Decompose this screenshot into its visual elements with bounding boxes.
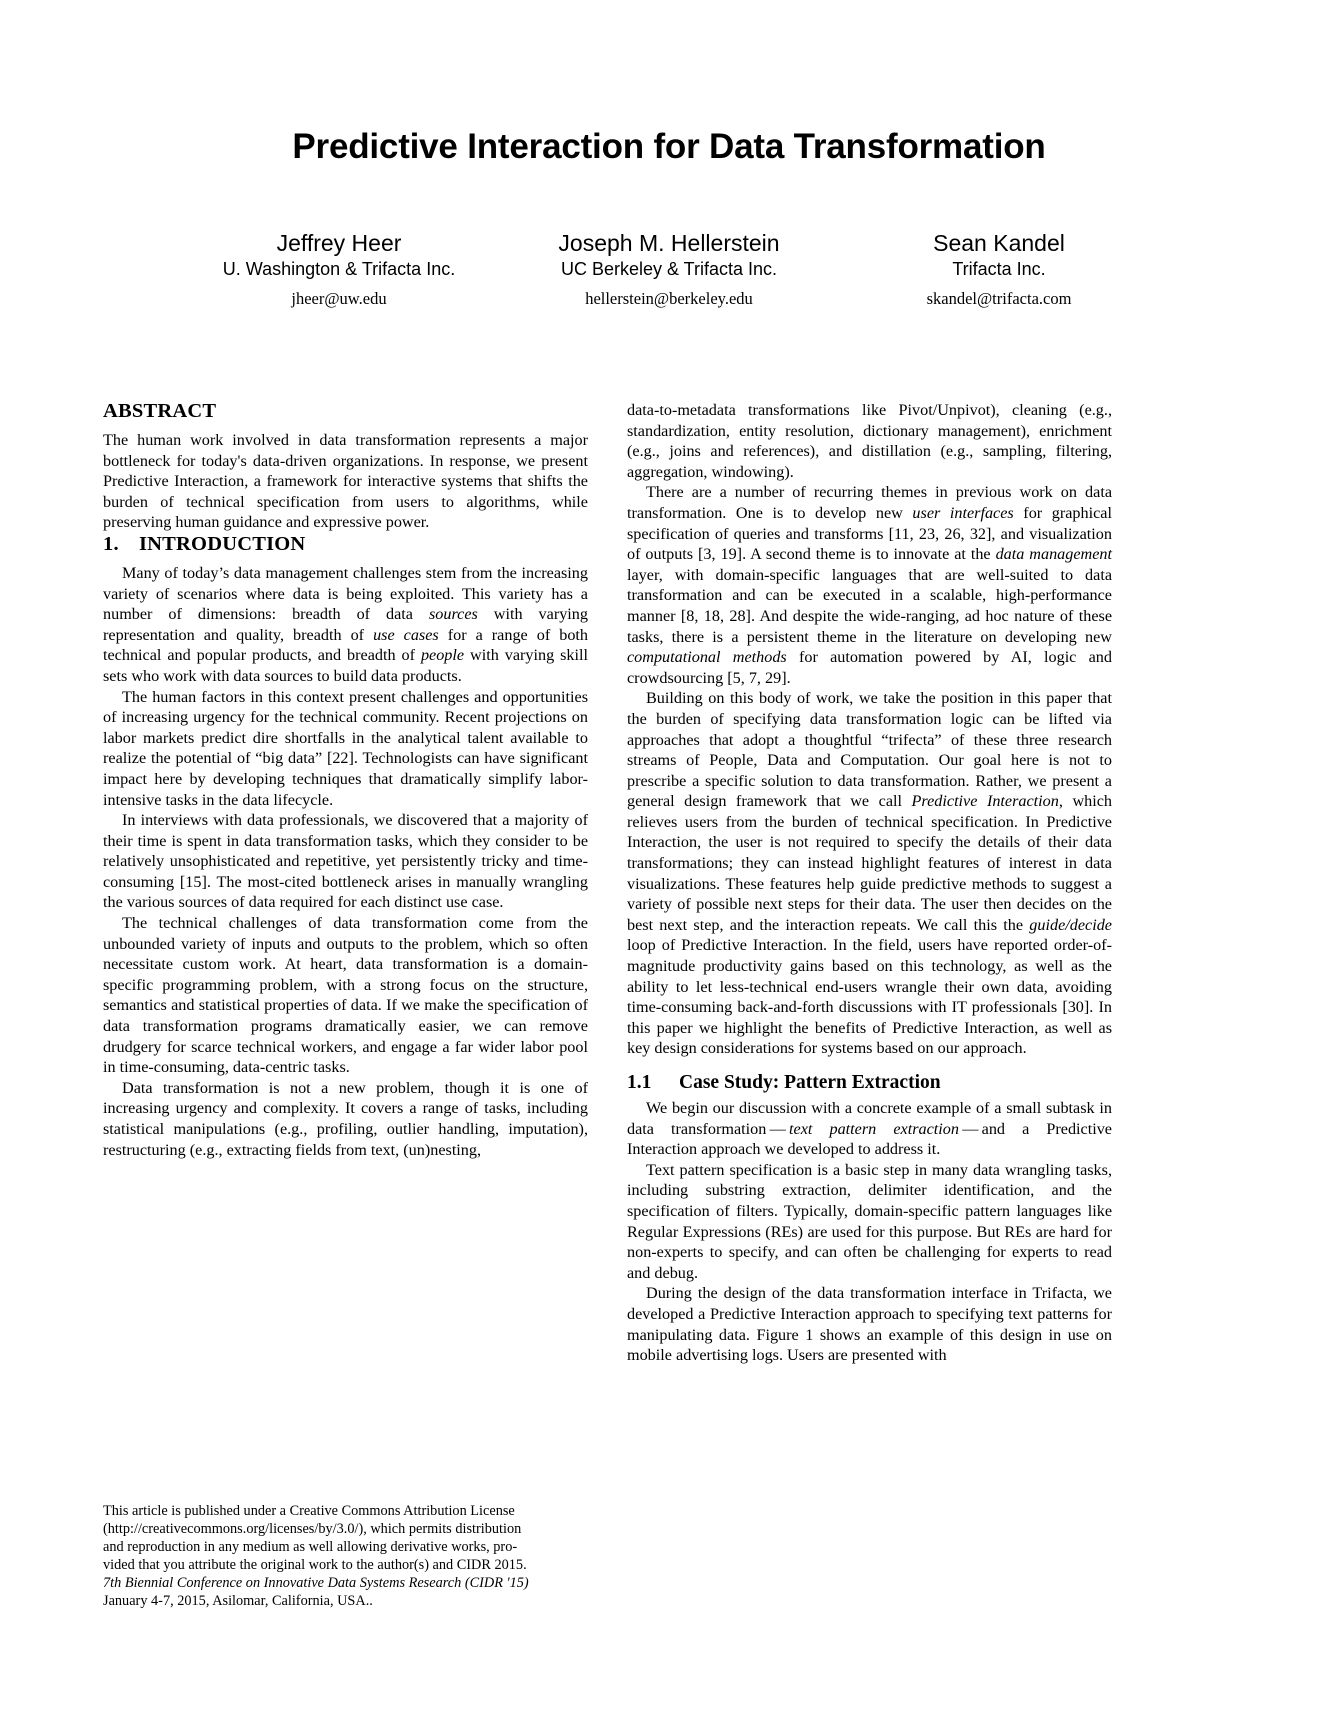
subsection-title: Case Study: Pattern Extraction <box>679 1072 941 1093</box>
paragraph: Building on this body of work, we take the position in this paper that the burden of specifying data transformation logic can be lifted via approaches that adopt a thoughtful “trifecta” of these three research streams of People, Data and Computation. Our goal here is not to prescribe a specific solution to data transformation. Rather, we present a general design framework that we call Predictive Interaction, which relieves users from the burden of technical specification. In Predictive Interaction, the user is not required to specify the details of their data transformations; they can instead highlight features of interest in data visualizations. These features help guide predictive methods to suggest a variety of possible next steps for their data. The user then decides on the best next step, and the interaction repeats. We call this the guide/decide loop of Predictive Interaction. In the field, users have reported order-of-magnitude productivity gains based on this technology, as well as the ability to let less-technical end-users wrangle their own data, avoiding time-consuming back-and-forth discussions with IT professionals [30]. In this paper we highlight the benefits of Predictive Interaction, as well as key design considerations for systems based on our approach. <box>627 689 1112 1058</box>
section-heading-introduction <box>103 533 588 556</box>
paragraph: We begin our discussion with a concrete example of a small subtask in data transformation — text pattern extraction — and a Predictive Interaction approach we developed to address it. <box>627 1099 1112 1159</box>
emphasis: people <box>420 646 465 665</box>
author-affiliation: Trifacta Inc. <box>952 259 1046 280</box>
emphasis: sources <box>428 605 478 624</box>
column-right <box>627 400 1112 1610</box>
footnote-license-line: (http://creativecommons.org/licenses/by/3.0/), which permits distribution <box>103 1521 522 1537</box>
column-left <box>103 400 588 1610</box>
paragraph: There are a number of recurring themes in previous work on data transformation. One is to develop new user interfaces for graphical specification of queries and transforms [11, 23, 26, 32], and visualization of outputs [3, 19]. A second theme is to innovate at the data management layer, with domain-specific languages that are well-suited to data transformation and can be executed in a scalable, high-performance manner [8, 18, 28]. And despite the wide-ranging, ad hoc nature of these tasks, there is a persistent theme in the literature on developing new computational methods for automation powered by AI, logic and crowdsourcing [5, 7, 29]. <box>627 483 1112 687</box>
emphasis: text pattern extraction <box>789 1119 959 1138</box>
emphasis: data management <box>995 545 1112 564</box>
emphasis: Predictive Interaction <box>911 792 1059 811</box>
section-number: 1. <box>103 532 119 555</box>
footnote-license-line: vided that you attribute the original work to the author(s) and CIDR 2015. <box>103 1557 527 1573</box>
abstract-text: The human work involved in data transformation represents a major bottleneck for today's data-driven organizations. In response, we present Predictive Interaction, a framework for interactive systems that shifts the burden of technical specification from users to algorithms, while preserving human guidance and expressive power. <box>103 431 588 532</box>
section-title: INTRODUCTION <box>139 532 306 555</box>
author-affiliation: U. Washington & Trifacta Inc. <box>222 259 456 280</box>
footnote-venue-date: January 4-7, 2015, Asilomar, California, USA.. <box>103 1593 373 1609</box>
footnote-block <box>103 1502 588 1610</box>
emphasis: computational methods <box>627 648 787 667</box>
body-columns <box>103 400 1239 1610</box>
emphasis: guide/decide <box>1029 915 1112 934</box>
author-block-1 <box>174 229 504 310</box>
author-email: jheer@uw.edu <box>291 288 387 308</box>
title-block <box>0 0 1338 309</box>
footnote-license-line: and reproduction in any medium as well allowing derivative works, pro- <box>103 1539 518 1555</box>
paragraph: Text pattern specification is a basic step in many data wrangling tasks, including substring extraction, delimiter identification, and the specification of filters. Typically, domain-specific pattern languages like Regular Expressions (REs) are used for this purpose. But REs are hard for non-experts to specify, and can often be challenging for experts to read and debug. <box>627 1160 1112 1282</box>
paragraph: In interviews with data professionals, we discovered that a majority of their time is spent in data transformation tasks, which they consider to be relatively unsophisticated and repetitive, yet persistently tricky and time-consuming [15]. The most-cited bottleneck arises in manually wrangling the various sources of data required for each distinct use case. <box>103 811 588 912</box>
subsection-heading-case-study <box>627 1072 1112 1094</box>
author-email: hellerstein@berkeley.edu <box>585 288 753 308</box>
paragraph: The technical challenges of data transformation come from the unbounded variety of inputs and outputs to the problem, which so often necessitate custom work. At heart, data transformation is a domain-specific programming problem, with a strong focus on the structure, semantics and statistical properties of data. If we make the specification of data transformation programs dramatically easier, we can remove drudgery for scarce technical workers, and engage a far wider labor pool in time-consuming, data-centric tasks. <box>103 914 588 1077</box>
author-block-2 <box>504 229 834 310</box>
paragraph: Data transformation is not a new problem, though it is one of increasing urgency and complexity. It covers a range of tasks, including statistical manipulations (e.g., profiling, outlier handling, imputation), restructuring (e.g., extracting fields from text, (un)nesting, <box>103 1078 588 1159</box>
subsection-number: 1.1 <box>627 1072 652 1093</box>
paragraph: The human factors in this context present challenges and opportunities of increasing urgency for the technical community. Recent projections on labor markets predict dire shortfalls in the analytical talent available to realize the potential of “big data” [22]. Technologists can have significant impact here by developing techniques that dramatically simplify labor-intensive tasks in the data lifecycle. <box>103 687 588 809</box>
paragraph: During the design of the data transformation interface in Trifacta, we developed a Predictive Interaction approach to specifying text patterns for manipulating data. Figure 1 shows an example of this design in use on mobile advertising logs. Users are presented with <box>627 1284 1112 1365</box>
author-name: Joseph M. Hellerstein <box>558 229 780 256</box>
footnote-venue: 7th Biennial Conference on Innovative Data Systems Research (CIDR '15) <box>103 1575 529 1591</box>
emphasis: user interfaces <box>912 503 1014 522</box>
emphasis: use cases <box>373 625 439 644</box>
page-title: Predictive Interaction for Data Transformation <box>292 127 1046 166</box>
author-name: Sean Kandel <box>933 229 1065 256</box>
footnote-license-line: This article is published under a Creative Commons Attribution License <box>103 1503 515 1519</box>
paragraph: data-to-metadata transformations like Pivot/Unpivot), cleaning (e.g., standardization, entity resolution, dictionary management), enrichment (e.g., joins and references), and distillation (e.g., sampling, filtering, aggregation, windowing). <box>627 401 1112 481</box>
author-list <box>0 229 1338 310</box>
author-name: Jeffrey Heer <box>276 229 402 256</box>
author-affiliation: UC Berkeley & Trifacta Inc. <box>560 259 778 280</box>
author-block-3 <box>834 229 1164 310</box>
author-email: skandel@trifacta.com <box>926 288 1072 308</box>
paragraph: Many of today’s data management challenges stem from the increasing variety of scenarios where data is being exploited. This variety has a number of dimensions: breadth of data sources with varying representation and quality, breadth of use cases for a range of both technical and popular products, and breadth of people with varying skill sets who work with data sources to build data products. <box>103 563 589 685</box>
abstract-heading: ABSTRACT <box>103 400 217 422</box>
